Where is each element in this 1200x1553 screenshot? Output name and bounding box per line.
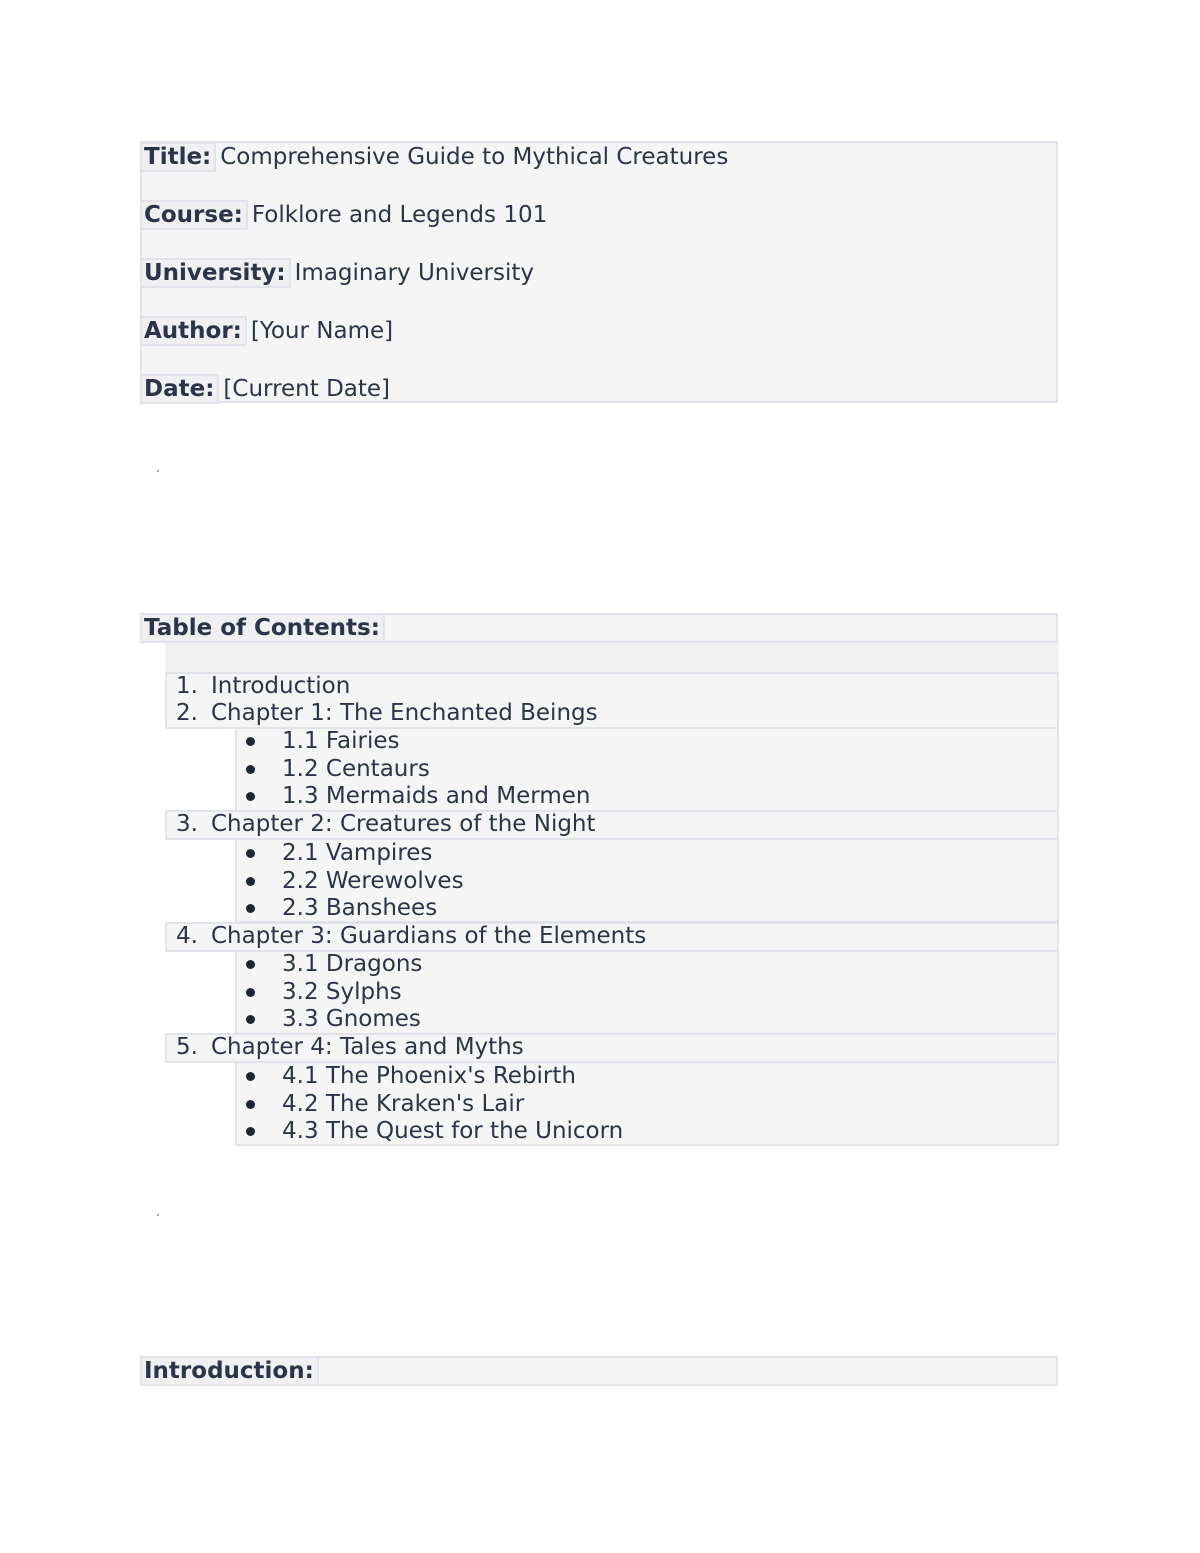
toc-spacer bbox=[165, 643, 1059, 674]
course-line bbox=[142, 201, 547, 229]
toc-item-number: 4. bbox=[176, 923, 198, 949]
page-break-marker bbox=[157, 470, 159, 472]
bullet-icon bbox=[246, 737, 255, 746]
bullet-icon bbox=[246, 904, 255, 913]
page-break-marker bbox=[157, 1214, 159, 1216]
toc-subitem[interactable]: 3.3 Gnomes bbox=[282, 1006, 421, 1032]
bullet-icon bbox=[246, 988, 255, 997]
bullet-icon bbox=[246, 960, 255, 969]
toc-item-number: 3. bbox=[176, 811, 198, 837]
bullet-icon bbox=[246, 792, 255, 801]
date-value: [Current Date] bbox=[223, 376, 391, 402]
author-key: Author: bbox=[142, 318, 245, 344]
course-key: Course: bbox=[142, 202, 246, 228]
bullet-icon bbox=[246, 1127, 255, 1136]
university-value: Imaginary University bbox=[294, 260, 534, 286]
course-value: Folklore and Legends 101 bbox=[251, 202, 548, 228]
toc-subitem[interactable]: 2.1 Vampires bbox=[282, 840, 433, 866]
toc-subitem[interactable]: 3.1 Dragons bbox=[282, 951, 423, 977]
author-line bbox=[142, 317, 393, 345]
title-key: Title: bbox=[142, 144, 214, 170]
toc-subitem[interactable]: 4.3 The Quest for the Unicorn bbox=[282, 1118, 624, 1144]
toc-subitem[interactable]: 3.2 Sylphs bbox=[282, 979, 402, 1005]
toc-item-chapter-4[interactable]: Chapter 4: Tales and Myths bbox=[211, 1034, 524, 1060]
toc-item-chapter-1[interactable]: Chapter 1: The Enchanted Beings bbox=[211, 700, 598, 726]
toc-item-number: 2. bbox=[176, 700, 198, 726]
toc-subitem[interactable]: 4.1 The Phoenix's Rebirth bbox=[282, 1063, 576, 1089]
toc-subitem[interactable]: 2.2 Werewolves bbox=[282, 868, 464, 894]
toc-subitem[interactable]: 2.3 Banshees bbox=[282, 895, 438, 921]
toc-item-chapter-3[interactable]: Chapter 3: Guardians of the Elements bbox=[211, 923, 647, 949]
bullet-icon bbox=[246, 1072, 255, 1081]
toc-subitem[interactable]: 1.2 Centaurs bbox=[282, 756, 430, 782]
toc-item-chapter-2[interactable]: Chapter 2: Creatures of the Night bbox=[211, 811, 596, 837]
toc-subitem[interactable]: 4.2 The Kraken's Lair bbox=[282, 1091, 525, 1117]
author-value: [Your Name] bbox=[250, 318, 394, 344]
title-line bbox=[142, 143, 728, 171]
bullet-icon bbox=[246, 765, 255, 774]
introduction-heading: Introduction: bbox=[142, 1358, 319, 1384]
toc-heading: Table of Contents: bbox=[142, 615, 385, 641]
date-key: Date: bbox=[142, 376, 217, 402]
toc-item-number: 5. bbox=[176, 1034, 198, 1060]
document-metadata bbox=[140, 141, 1058, 403]
toc-item-introduction[interactable]: Introduction bbox=[211, 673, 351, 699]
date-line bbox=[142, 375, 390, 403]
university-line bbox=[142, 259, 534, 287]
bullet-icon bbox=[246, 877, 255, 886]
bullet-icon bbox=[246, 1015, 255, 1024]
toc-subitem[interactable]: 1.1 Fairies bbox=[282, 728, 400, 754]
introduction-heading-box bbox=[140, 1356, 1058, 1386]
university-key: University: bbox=[142, 260, 289, 286]
title-value: Comprehensive Guide to Mythical Creatures bbox=[220, 144, 729, 170]
toc-heading-box bbox=[140, 613, 1058, 643]
bullet-icon bbox=[246, 1100, 255, 1109]
bullet-icon bbox=[246, 849, 255, 858]
toc-item-number: 1. bbox=[176, 673, 198, 699]
toc-subitem[interactable]: 1.3 Mermaids and Mermen bbox=[282, 783, 591, 809]
